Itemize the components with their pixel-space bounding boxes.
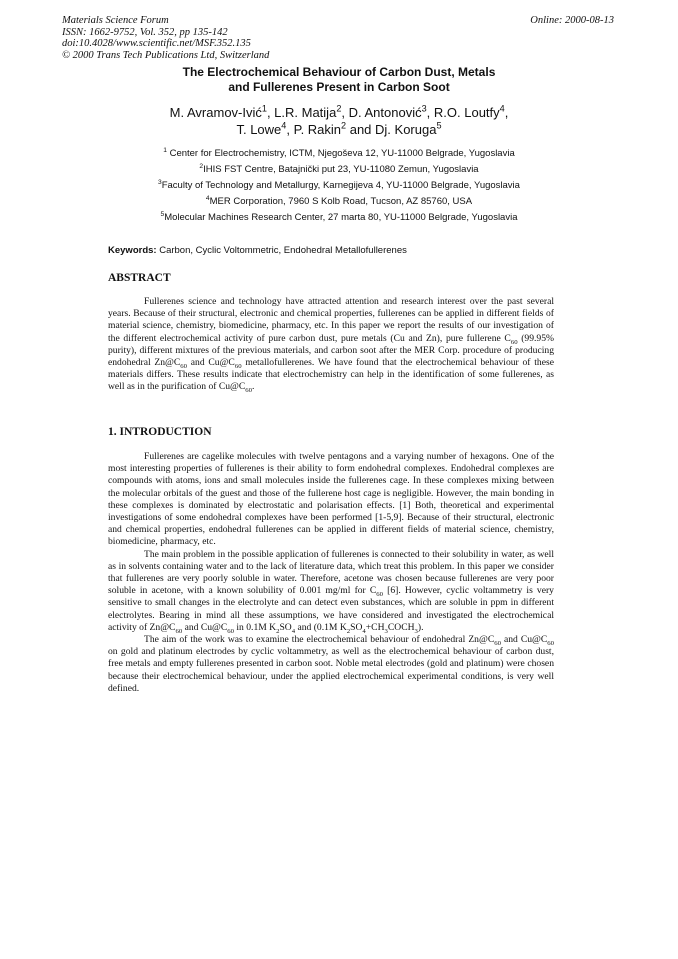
keywords [108, 245, 407, 256]
affiliation-text: Faculty of Technology and Metallurgy, Karnegijeva 4, YU-11000 Belgrade, Yugoslavia [161, 180, 520, 191]
affiliation-number: 5 [160, 210, 165, 218]
affiliation-number: 2 [199, 162, 204, 170]
text-run: and Cu@C [500, 634, 548, 646]
author-line-1 [0, 104, 678, 121]
text-run: COCH [387, 621, 415, 633]
online-date: Online: 2000-08-13 [530, 15, 614, 26]
intro-paragraph-1: Fullerenes are cagelike molecules with twelve pentagons and a varying number of hexagons. One of the most interesting properties of fullerenes is their ability to form endohedral complexes. Endohedral complexes are compounds with atoms, ions and small molecules inside the fullerenes cage. In these complexes mixing between the molecular orbitals of the guest and those of the fullerene host cage is negligible. However, the main bonding in these complexes is dominated by electrostatic and polarisation effects. [1] Both, theoretical and experimental investigations of some endohedral complexes have been performed [1-5,9]. Because of their structural, electronic and chemical properties, endohedral fullerenes can be applied in different fields of material science, chemistry, biomedicine, pharmacy, etc. [108, 451, 554, 548]
author-name: T. Lowe [236, 122, 282, 137]
journal-header [62, 15, 269, 61]
affiliation-list [0, 146, 678, 226]
author-affil-mark: 3 [421, 103, 427, 114]
affiliation-text: MER Corporation, 7960 S Kolb Road, Tucson, AZ 85760, USA [209, 196, 473, 207]
keywords-label: Keywords: [108, 245, 157, 256]
text-run: (99.95% purity), different mixtures of the previous materials, and carbon soot after the MER Corp. procedure of producing endohedral Zn@C [108, 332, 554, 369]
affiliation [0, 178, 678, 194]
subscript: 4 [291, 627, 296, 635]
intro-paragraph-3 [108, 634, 554, 695]
affiliation-number: 4 [205, 194, 210, 202]
text-run: . [251, 381, 255, 393]
text-run: [6]. However, cyclic voltammetry is very sensitive to small changes in the electrolyte and can detect even substances, which are soluble in ppm in different electrolytes. Bearing in mind all these assumptions, we have considered and investigated the electrochemical activity of Zn@C [108, 585, 554, 633]
subscript: 60 [376, 591, 384, 599]
text-run: The main problem in the possible application of fullerenes is connected to their solubility in water, as well as in solvents containing water and to the lack of literature data, which treat this problem. In this paper we consider that fullerenes are very poorly soluble in water. Therefore, acetone was chosen because fullerenes are very poor soluble in acetone, with a known solubility of 0.001 mg/ml for C [108, 548, 554, 597]
affiliation-text: Center for Electrochemistry, ICTM, Njegoševa 12, YU-11000 Belgrade, Yugoslavia [169, 148, 515, 159]
author-affil-mark: 4 [499, 103, 505, 114]
text-run: Fullerenes science and technology have attracted attention and research interest over the past several years. Because of their structural, electronic and chemical properties, fullerenes can be applied in different fields of material science, chemistry, biomedicine, pharmacy, etc. In this paper we report the results of our investigation of the different electrochemical activity of pure carbon dust, pure metals (Cu and Zn), pure fullerene C [108, 296, 554, 344]
author-name: P. Rakin [293, 122, 342, 137]
author-separator: , [426, 105, 434, 120]
abstract-body [108, 296, 554, 394]
author-affil-mark: 5 [436, 120, 442, 131]
author-separator: , [286, 122, 294, 137]
author-name: Dj. Koruga [375, 122, 437, 137]
subscript: 60 [494, 639, 501, 647]
text-run: and Cu@C [187, 357, 235, 369]
text-run: and (0.1M K [295, 621, 347, 633]
text-run: in 0.1M K [233, 621, 277, 633]
text-run: on gold and platinum electrodes by cyclic voltammetry, as well as the electrochemical behaviour of carbon dust, free metals and empty fullerenes presented in carbon soot. Noble metal electrodes (gold and platinum) were chosen because their electrochemical behaviour, under the applied electrochemical experimental conditions, is very well defined. [108, 646, 554, 694]
intro-paragraph-2 [108, 549, 554, 634]
text-run: ). [417, 621, 424, 633]
subscript: 3 [414, 627, 418, 635]
keywords-text: Carbon, Cyclic Voltommetric, Endohedral Metallofullerenes [159, 245, 407, 256]
author-affil-mark: 2 [341, 120, 347, 131]
author-line-2 [0, 121, 678, 138]
title-line-1: The Electrochemical Behaviour of Carbon Dust, Metals [182, 65, 496, 79]
title-line-2: and Fullerenes Present in Carbon Soot [228, 80, 450, 94]
abstract-paragraph [108, 296, 554, 394]
text-run: +CH [365, 621, 385, 633]
author-name: M. Avramov-Ivić [169, 105, 262, 120]
affiliation [0, 210, 678, 226]
subscript: 60 [245, 387, 252, 395]
journal-name: Materials Science Forum [62, 15, 169, 26]
affiliation [0, 194, 678, 210]
author-list [0, 104, 678, 138]
paper-title [0, 65, 678, 95]
author-separator: , [341, 105, 349, 120]
affiliation [0, 162, 678, 178]
affiliation-text: Molecular Machines Research Center, 27 marta 80, YU-11000 Belgrade, Yugoslavia [164, 212, 518, 223]
abstract-heading: ABSTRACT [108, 272, 171, 284]
subscript: 60 [510, 338, 518, 346]
affiliation-text: IHIS FST Centre, Batajnički put 23, YU-11080 Zemun, Yugoslavia [203, 164, 479, 175]
text-run: The aim of the work was to examine the electrochemical behaviour of endohedral Zn@C [144, 634, 495, 646]
text-run: SO [279, 621, 292, 633]
subscript: 60 [175, 627, 183, 635]
issn-line: ISSN: 1662-9752, Vol. 352, pp 135-142 [62, 26, 228, 38]
subscript: 60 [227, 627, 234, 635]
subscript: 4 [362, 627, 366, 635]
subscript: 60 [547, 639, 554, 647]
subscript: 3 [384, 627, 388, 635]
author-separator: and [346, 122, 376, 137]
affiliation [0, 146, 678, 162]
author-affil-mark: 4 [281, 120, 287, 131]
text-run: and Cu@C [182, 621, 228, 633]
affiliation-number: 3 [158, 178, 162, 186]
author-separator: , [504, 105, 509, 120]
doi-line[interactable]: doi:10.4028/www.scientific.net/MSF.352.135 [62, 38, 251, 50]
subscript: 60 [234, 362, 242, 370]
subscript: 2 [276, 627, 280, 635]
affiliation-number: 1 [163, 146, 167, 154]
author-separator: , [266, 105, 275, 120]
introduction-body [108, 451, 554, 695]
text-run: SO [350, 621, 363, 633]
subscript: 2 [346, 627, 351, 635]
author-name: L.R. Matija [274, 105, 337, 120]
text-run: metallofullerenes. We have found that the electrochemical behaviour of these materials differs. These results indicate that electrochemistry can help in the identification of some fullerenes, as well as in the purification of Cu@C [108, 357, 554, 393]
author-name: D. Antonović [348, 105, 422, 120]
author-affil-mark: 2 [336, 103, 342, 114]
author-affil-mark: 1 [261, 103, 267, 114]
copyright-line: © 2000 Trans Tech Publications Ltd, Switzerland [62, 49, 270, 61]
introduction-heading: 1. INTRODUCTION [108, 426, 212, 438]
author-name: R.O. Loutfy [433, 105, 500, 120]
subscript: 60 [180, 362, 187, 370]
